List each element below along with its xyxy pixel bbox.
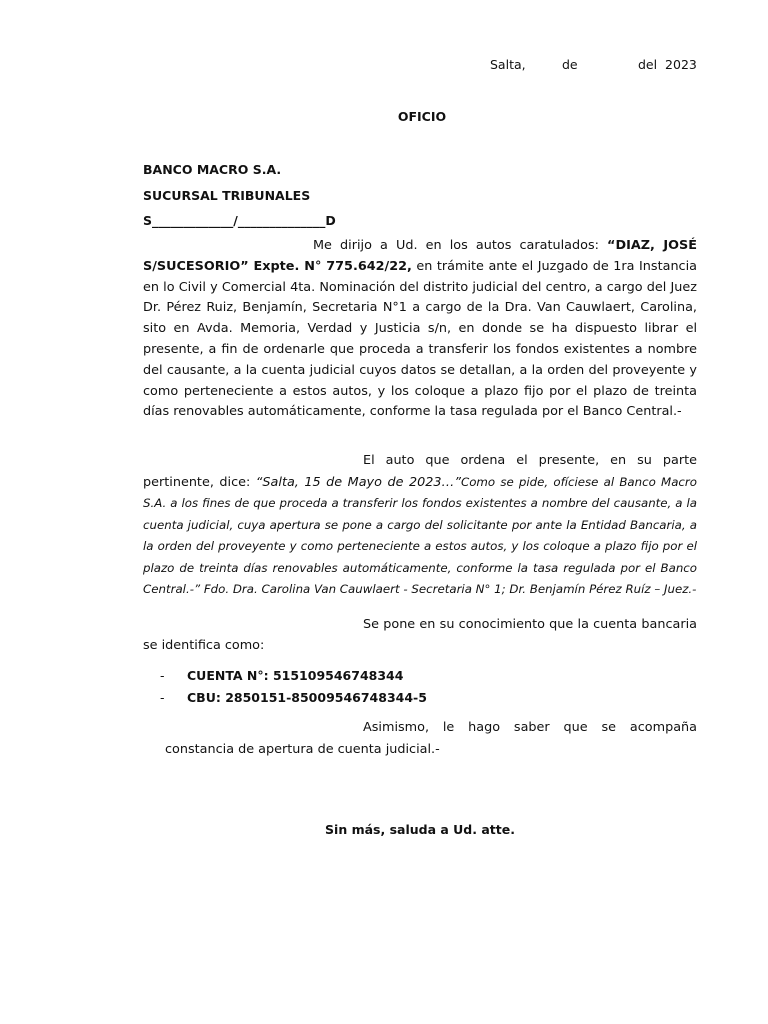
date-year: del 2023 bbox=[638, 57, 697, 72]
addressee-reference: S_____________/______________D bbox=[143, 213, 336, 228]
addressee-branch: SUCURSAL TRIBUNALES bbox=[143, 188, 311, 203]
quote-date: “Salta, 15 de Mayo de 2023…” bbox=[255, 474, 461, 490]
date-line bbox=[490, 57, 698, 75]
date-city: Salta, bbox=[490, 57, 526, 72]
account-number: CUENTA N°: 515109546748344 bbox=[187, 668, 404, 683]
account-cbu: CBU: 2850151-85009546748344-5 bbox=[187, 690, 427, 705]
para3-text: Se pone en su conocimiento que la cuenta bancaria se identifica como: bbox=[143, 617, 697, 653]
document-title: OFICIO bbox=[397, 109, 447, 124]
case-title: “DIAZ, JOSÉ S/SUCESORIO” Expte. N° 775.642/22, bbox=[143, 238, 697, 274]
closing-line: Sin más, saluda a Ud. atte. bbox=[325, 822, 515, 837]
para1-rest: en trámite ante el Juzgado de 1ra Instancia en lo Civil y Comercial 4ta. Nominación del distrito judicial del centro, a cargo del Juez Dr. Pérez Ruiz, Benjamín, Secretaria N°1 a cargo de la Dra. Van Cauwlaert, Carolina, sito en Avda. Memoria, Verdad y Justicia s/n, en donde se ha dispuesto librar el presente, a fin de ordenarle que proceda a transferir los fondos existentes a nombre del causante, a la cuenta judicial cuyos datos se detallan, a la orden del proveyente y como perteneciente a estos autos, y los coloque a plazo fijo por el plazo de treinta días renovables automáticamente, conforme la tasa regulada por el Banco Central.- bbox=[143, 258, 697, 420]
para4-text: Asimismo, le hago saber que se acompaña constancia de apertura de cuenta judicial.- bbox=[165, 720, 697, 757]
date-de: de bbox=[562, 57, 578, 72]
list-dash: - bbox=[160, 690, 165, 705]
body-paragraph-3 bbox=[143, 615, 697, 657]
body-paragraph-1 bbox=[143, 236, 697, 423]
addressee-bank: BANCO MACRO S.A. bbox=[143, 162, 282, 177]
body-paragraph-4 bbox=[165, 717, 697, 761]
list-dash: - bbox=[160, 668, 165, 683]
body-paragraph-2 bbox=[143, 451, 697, 601]
court-order-quote: Como se pide, ofíciese al Banco Macro S.A. a los fines de que proceda a transferir los fondos existentes a nombre del causante, a la cuenta judicial, cuya apertura se pone a cargo del solicitante por ante la Entidad Bancaria, a la orden del proveyente y como perteneciente a estos autos, y los coloque a plazo fijo por el plazo de treinta días renovables automáticamente, conforme la tasa regulada por el Banco Central.-” Fdo. Dra. Carolina Van Cauwlaert - Secretaria N° 1; Dr. Benjamín Pérez Ruíz – Juez.- bbox=[143, 474, 697, 596]
para1-lead: Me dirijo a Ud. en los autos caratulados: bbox=[313, 238, 608, 253]
para2-lead: El auto que ordena el presente, en su parte pertinente, dice: bbox=[143, 453, 697, 490]
